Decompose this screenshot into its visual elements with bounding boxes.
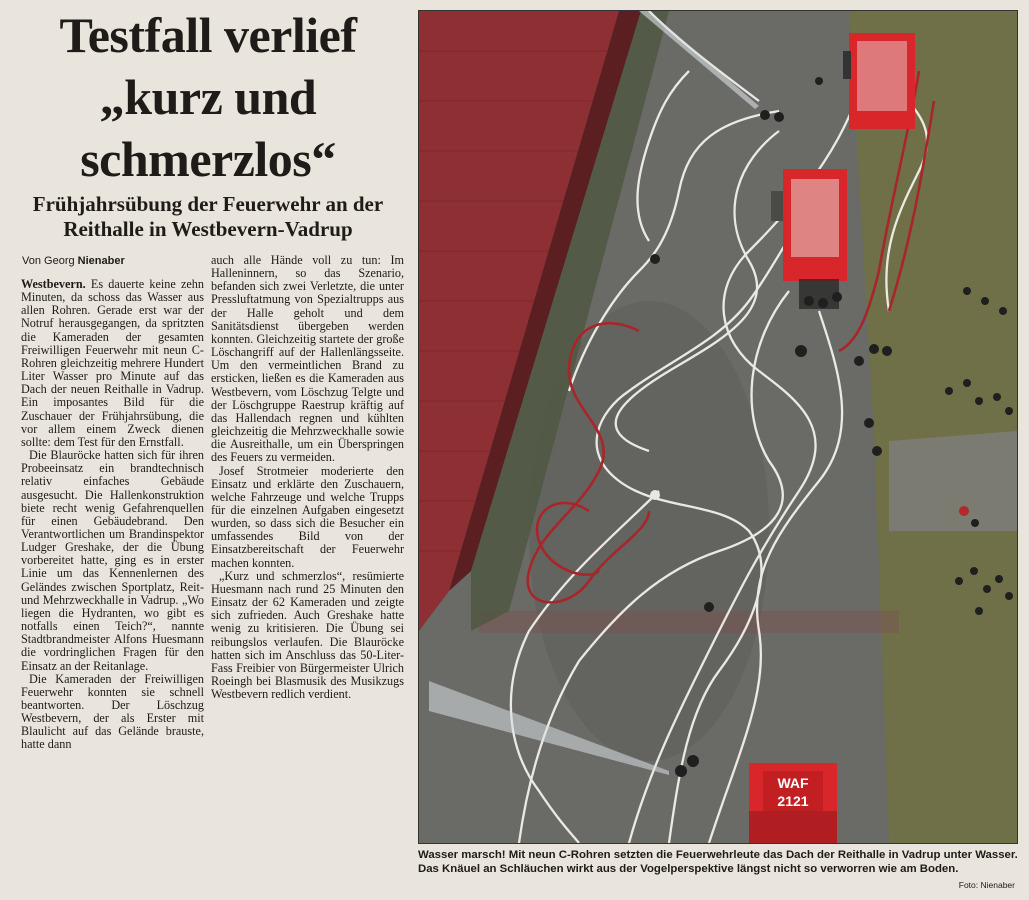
subheadline-line-1: Frühjahrsübung der Feuerwehr an der xyxy=(32,192,384,216)
headline xyxy=(6,4,410,190)
truck-plate-line-1: WAF xyxy=(777,775,809,791)
article-paragraph: Die Blauröcke hatten sich für ihren Probeeinsatz ein brandtechnisch relativ einfaches Gebäude ausgesucht. Die Hallenkonstruktion biete recht wenig Gefahrenquellen für einen Gebäudebrand. Den Verantwortlichen um Brandinspektor Ludger Greshake, der die Übung vorbereitet hatte, ging es in erster Linie um das Kennenlernen des Geländes zwischen Sportplatz, Reit- und Mehrzweckhalle in Vadrup. „Wo liegen die Hydranten, wo gibt es notfalls einen Teich?“, nannte Stadtbrandmeister Alfons Huesmann die vordringlichen Fragen für den Einsatz an der Reitanlage. xyxy=(21,448,204,673)
headline-line-3: schmerzlos“ xyxy=(80,131,336,187)
path-area xyxy=(889,431,1017,531)
fire-truck-top xyxy=(843,33,915,129)
dateline: Westbevern. xyxy=(21,278,86,291)
article-paragraph: Die Kameraden der Freiwilligen Feuerwehr konnten sie schnell beantworten. Der Löschzug Westbevern, der als Erster mit Blaulicht auf das Gelände brauste, hatte dann xyxy=(21,671,204,752)
subheadline xyxy=(6,192,410,242)
subheadline-line-2: Reithalle in Westbevern-Vadrup xyxy=(63,217,353,241)
headline-line-2: „kurz und xyxy=(99,69,317,125)
article-column-2 xyxy=(211,254,404,890)
fire-truck-waf-2121 xyxy=(749,763,837,843)
truck-plate-line-2: 2121 xyxy=(777,793,809,809)
aerial-photo xyxy=(418,10,1018,844)
hydrant-spot xyxy=(650,490,660,500)
photo-credit: Foto: Nienaber xyxy=(958,880,1015,890)
article-paragraph: auch alle Hände voll zu tun: Im Halleninnern, so das Szenario, befanden sich zwei Verletzte, die unter Pressluftatmung von Spezialtrupps aus der Halle geholt und dem Sanitätsdienst übergeben werden konnten. Gleichzeitig startete der große Löschangriff auf der Hallenlängsseite. Um den vermeintlichen Brand zu ersticken, ließen es die Kameraden aus Westbevern, vom Löschzug Telgte und der Löschgruppe Raestrup kräftig auf das Hallendach regnen und kühlten gleichzeitig die Mehrzweckhalle sowie die Ausreithalle, um ein Überspringen des Feuers zu vermeiden. xyxy=(211,254,404,465)
photo-caption: Wasser marsch! Mit neun C-Rohren setzten die Feuerwehrleute das Dach der Reithalle in Vadrup unter Wasser. Das Knäuel an Schläuchen wirkt aus der Vogelperspektive längst nicht so verworren wie am Boden. xyxy=(418,849,1018,875)
photo-illustration xyxy=(419,11,1017,843)
headline-line-1: Testfall verlief xyxy=(59,7,357,63)
article-paragraph: „Kurz und schmerzlos“, resümierte Huesmann nach rund 25 Minuten den Einsatz der 62 Kameraden und zeigte sich zufrieden. Auch Greshake hatte wenig zu kritisieren. Die Übung sei reibungslos verlaufen. Die Blauröcke hatten sich im Anschluss das 50-Liter-Fass Freibier von Bürgermeister Ulrich Roeingh bei Blasmusik des Musikzugs Westbevern redlich verdient. xyxy=(211,568,404,702)
article-paragraph xyxy=(21,278,204,449)
byline-prefix: Von Georg xyxy=(22,255,75,267)
paragraph-text: Es dauerte keine zehn Minuten, da schoss das Wasser aus allen Rohren. Gerade erst war der Notruf herausgegangen, da spritzten die Kameraden der gesamten Freiwilligen Feuerwehr mit neun C-Rohren gleichzeitig mehrere Hundert Liter Wasser pro Minute auf das Dach der neuen Reithalle in Vadrup. Ein imposantes Bild für die Zuschauer der Frühjahrsübung, die vor allem einem Zweck dienen sollte: dem Test für den Ernstfall. xyxy=(21,278,204,449)
byline-author: Nienaber xyxy=(77,255,125,267)
article-column-1 xyxy=(21,278,204,890)
byline xyxy=(22,255,212,267)
article-paragraph: Josef Strotmeier moderierte den Einsatz und erklärte den Zuschauern, welche Fahrzeuge und welche Trupps für die einzelnen Aufgaben eingesetzt wurden, so dass sich die Besucher ein umfassendes Bild von der Einsatzbereitschaft der Feuerwehr machen konnten. xyxy=(211,463,404,570)
